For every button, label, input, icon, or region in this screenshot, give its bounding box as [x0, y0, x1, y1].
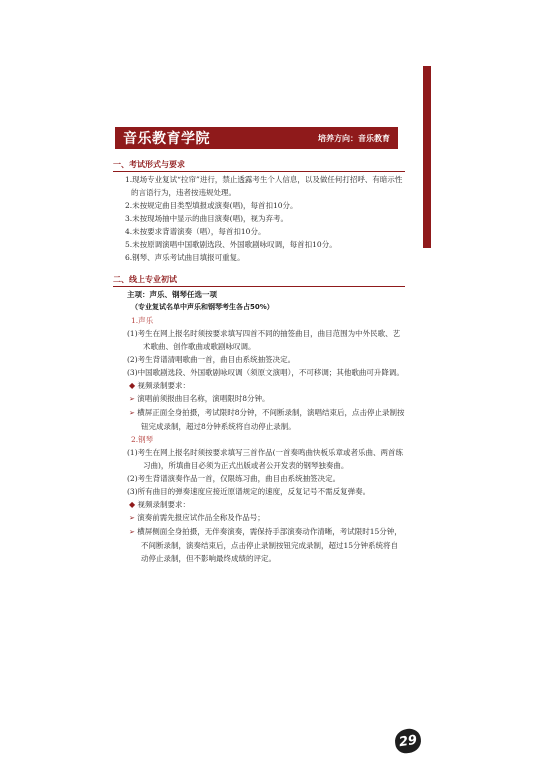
list-item: 5.未按原调演唱中国歌剧选段、外国歌剧咏叹调，每首扣10分。: [125, 240, 337, 249]
page-title: 音乐教育学院: [123, 131, 210, 147]
section1-rule: [113, 171, 405, 172]
page-number-badge: [393, 727, 422, 754]
edge-accent-bar: [423, 66, 431, 248]
piano-video-heading: ◆ 视频录制要求：: [129, 500, 191, 509]
list-item: ➢ 横屏正面全身拍摄，考试限时8分钟，不间断录制，演唱结束后，点击停止录制按钮完成录制，超过8分钟系统将自动停止录制。: [129, 408, 405, 431]
arrow-bullet-icon: ➢: [129, 409, 135, 417]
list-item: (3)中国歌剧选段、外国歌剧咏叹调（须原文演唱），不可移调；其他歌曲可升降调。: [127, 368, 404, 377]
arrow-bullet-icon: ➢: [129, 514, 135, 522]
vocal-video-heading: ◆ 视频录制要求：: [129, 381, 191, 390]
list-item: ➢ 演唱前须报曲目名称，演唱限时8分钟。: [129, 394, 270, 403]
list-item: (1)考生在网上报名时须按要求填写四首不同的抽签曲目，曲目范围为中外民歌、艺术歌曲、创作歌曲或歌剧咏叹调。: [127, 329, 401, 351]
list-item: 3.未按现场抽中显示的曲目演奏(唱)，视为弃考。: [125, 214, 289, 223]
section2-rule: [113, 286, 405, 287]
diamond-bullet-icon: ◆: [129, 500, 136, 509]
section1-heading: 一、考试形式与要求: [113, 160, 185, 169]
list-item: 1.现场专业复试“拉帘”进行，禁止透露考生个人信息，以及做任何打招呼、有暗示性的言语行为，违者按违规处理。: [125, 175, 403, 197]
list-item: (3)所有曲目的弹奏速度应接近原谱规定的速度，反复记号不需反复弹奏。: [127, 487, 371, 496]
list-item: (2)考生背谱演奏作品一首，仅限练习曲，曲目由系统抽签决定。: [127, 474, 341, 483]
list-item: 4.未按要求背谱演奏（唱），每首扣10分。: [125, 227, 266, 236]
arrow-bullet-icon: ➢: [129, 395, 135, 403]
section-header-band: [115, 127, 398, 149]
list-item: (2)考生背谱清唱歌曲一首，曲目由系统抽签决定。: [127, 355, 296, 364]
main-subject: 主项：声乐、钢琴任选一项: [127, 290, 217, 299]
document-content: [113, 158, 405, 565]
diamond-bullet-icon: ◆: [129, 381, 136, 390]
list-item: (1)考生在网上报名时须按要求填写三首作品(一首奏鸣曲快板乐章或者乐曲、两首练习曲)，所填曲目必须为正式出版或者公开发表的钢琴独奏曲。: [127, 448, 404, 470]
list-item: ➢ 横屏侧面全身拍摄，无伴奏演奏，需保持手部演奏动作清晰，考试限时15分钟，不间断录制，演奏结束后，点击停止录制按钮完成录制，超过15分钟系统将自动停止录制，但不影响最终成绩的评定。: [129, 527, 402, 563]
ratio-note: （专业复试名单中声乐和钢琴考生各占50%）: [131, 303, 274, 311]
vocal-heading: 1.声乐: [131, 316, 154, 325]
arrow-bullet-icon: ➢: [129, 528, 135, 536]
page-number: 29: [397, 732, 419, 750]
page-subtitle: 培养方向：音乐教育: [318, 133, 390, 143]
section2-heading: 二、线上专业初试: [113, 275, 177, 284]
piano-heading: 2.钢琴: [131, 435, 154, 444]
list-item: 6.钢琴、声乐考试曲目填报可重复。: [125, 253, 245, 262]
list-item: 2.未按规定曲目类型填报或演奏(唱)，每首扣10分。: [125, 201, 298, 210]
list-item: ➢ 演奏前需先报应试作品全称及作品号；: [129, 513, 265, 522]
